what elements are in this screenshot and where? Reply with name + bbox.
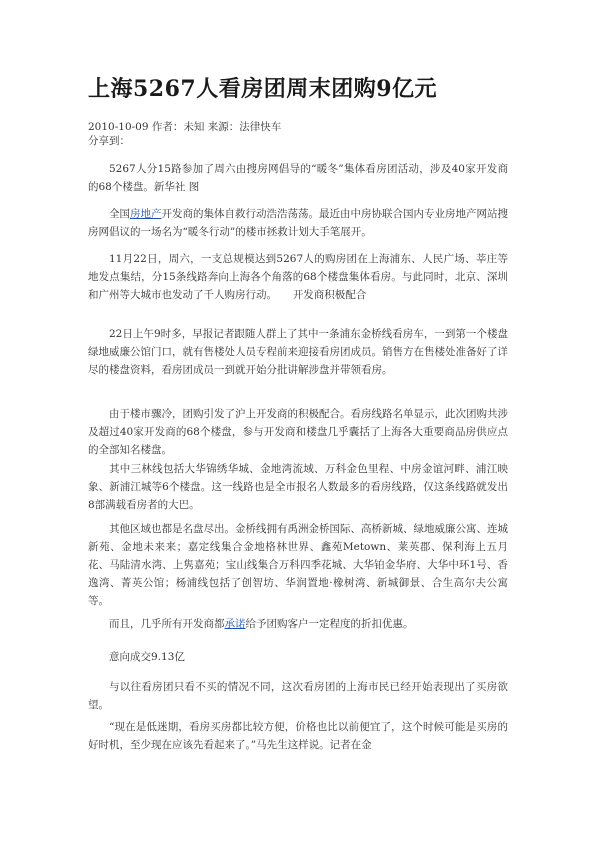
paragraph-9: 与以往看房团只看不买的情况不同，这次看房团的上海市民已经开始表现出了买房欲望。 xyxy=(88,681,508,711)
paragraph-6: 其中三林线包括大华锦绣华城、金地湾流域、万科金色里程、中房金谊河畔、浦江映象、新浦江城等6个楼盘。这一线路也是全市报名人数最多的看房线路，仅这条线路就发出8部满载看房者的大巴。 xyxy=(88,463,508,511)
article-title: 上海5267人看房团周末团购9亿元 xyxy=(88,76,438,102)
publish-date: 2010-10-09 xyxy=(88,121,149,133)
paragraph-3: 11月22日，周六，一支总规模达到5267人的购房团在上海浦东、人民广场、莘庄等地发点集结，分15条线路奔向上海各个角落的68个楼盘集体看房。与此同时，北京、深圳和广州等大城市也发动了千人购房行动。 开发商积极配合 xyxy=(88,253,508,301)
paragraph-7: 其他区域也都是名盘尽出。金桥线拥有禹洲金桥国际、高桥新城、绿地威廉公寓、连城新苑、金地未来来；嘉定线集合金地格林世界、鑫苑Metown、莱英郡、保利海上五月花、马陆清水湾、上隽嘉苑；宝山线集合万科四季花城、大华铂金华府、大华中环1号、香逸湾、菁英公馆；杨浦线包括了创智坊、华润置地·橡树湾、新城御景、合生高尔夫公寓等。 xyxy=(88,523,508,607)
author-label: 作者： xyxy=(151,121,184,133)
share-label: 分享到： xyxy=(88,135,130,147)
paragraph-10: “现在是低迷期，看房买房都比较方便，价格也比以前便宜了，这个时候可能是买房的好时机，至少现在应该先看起来了。”马先生这样说。记者在金 xyxy=(88,721,508,751)
paragraph-2 xyxy=(88,205,508,241)
source-name: 法律快车 xyxy=(239,121,282,133)
paragraph-8-rest: 给予团购客户一定程度的折扣优惠。 xyxy=(245,618,414,630)
real-estate-link[interactable]: 房地产 xyxy=(130,208,162,220)
author-name: 未知 xyxy=(183,121,205,133)
paragraph-8 xyxy=(88,615,508,633)
section-heading: 意向成交9.13亿 xyxy=(109,651,185,663)
paragraph-5: 由于楼市骤冷，团购引发了沪上开发商的积极配合。看房线路名单显示，此次团购共涉及超过40家开发商的68个楼盘，参与开发商和楼盘几乎囊括了上海各大重要商品房供应点的全部知名楼盘。 xyxy=(88,408,508,456)
byline xyxy=(88,120,281,134)
article-meta xyxy=(88,120,281,148)
paragraph-8-lead: 而且，几乎所有开发商都 xyxy=(109,618,225,630)
paragraph-2-rest: 开发商的集体自救行动浩浩荡荡。最近由中房协联合国内专业房地产网站搜房网倡议的一场名为“暖冬行动”的楼市拯救计划大手笔展开。 xyxy=(88,208,508,238)
paragraph-4: 22日上午9时多，早报记者跟随人群上了其中一条浦东金桥线看房车，一到第一个楼盘绿地威廉公馆门口，就有售楼处人员专程前来迎接看房团成员。销售方在售楼处准备好了详尽的楼盘资料，看房团成员一到就开始分批讲解涉盘并带领看房。 xyxy=(88,328,508,376)
paragraph-2-lead: 全国 xyxy=(109,208,130,220)
paragraph-1: 5267人分15路参加了周六由搜房网倡导的“暖冬”集体看房团活动，涉及40家开发商的68个楼盘。新华社 图 xyxy=(88,163,508,193)
source-label: 来源： xyxy=(207,121,240,133)
promise-link[interactable]: 承诺 xyxy=(224,618,246,630)
